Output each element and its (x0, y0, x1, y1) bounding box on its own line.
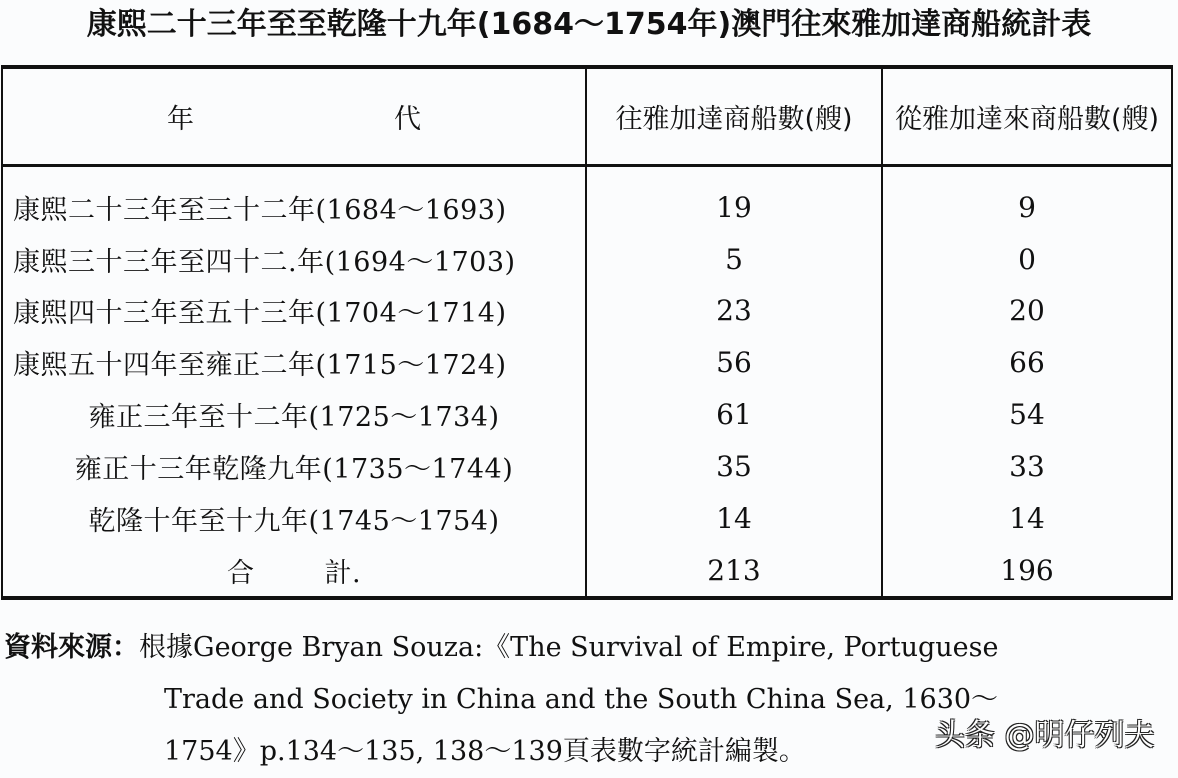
inbound-cell: 33 (1009, 449, 1045, 483)
table-row (3, 492, 1171, 544)
total-row (3, 544, 1171, 596)
inbound-cell: 66 (1009, 346, 1045, 380)
header-period (3, 69, 586, 166)
outbound-cell: 23 (586, 285, 882, 337)
total-label-char-1: 合 (226, 557, 255, 589)
outbound-cell: 35 (586, 440, 882, 492)
inbound-cell: 14 (1009, 501, 1045, 535)
header-period-char-1: 年 (167, 104, 194, 135)
outbound-cell: 14 (586, 492, 882, 544)
outbound-cell: 5 (586, 233, 882, 285)
table-row (3, 166, 1171, 234)
source-line-3: 1754》p.134～135, 138～139頁表數字統計編製。 (164, 736, 806, 767)
table-title: 康熙二十三年至至乾隆十九年(1684～1754年)澳門往來雅加達商船統計表 (86, 7, 1092, 42)
header-row (3, 69, 1171, 166)
ship-statistics-table (1, 65, 1173, 600)
total-label-cell (3, 544, 586, 596)
inbound-cell: 0 (1018, 242, 1036, 276)
inbound-cell: 9 (1018, 190, 1036, 224)
period-cell: 雍正十三年乾隆九年(1735～1744) (3, 440, 586, 492)
outbound-cell: 19 (586, 166, 882, 234)
table-row (3, 285, 1171, 337)
period-cell: 康熙五十四年至雍正二年(1715～1724) (3, 337, 586, 389)
total-outbound-cell: 213 (586, 544, 882, 596)
outbound-cell: 56 (586, 337, 882, 389)
outbound-cell: 61 (586, 389, 882, 441)
inbound-cell: 20 (1009, 294, 1045, 328)
table-row (3, 233, 1171, 285)
source-line-1 (4, 622, 1174, 674)
period-cell: 康熙四十三年至五十三年(1704～1714) (3, 285, 586, 337)
header-outbound: 往雅加達商船數(艘) (586, 69, 882, 166)
header-inbound: 從雅加達來商船數(艘) (882, 69, 1171, 166)
table-row (3, 440, 1171, 492)
source-text-1: 根據George Bryan Souza:《The Survival of Empire, Portuguese (139, 632, 999, 663)
source-label: 資料來源： (4, 632, 139, 663)
source-line-2: Trade and Society in China and the South China Sea, 1630～ (164, 684, 999, 715)
total-label-char-2: 計. (324, 557, 362, 589)
inbound-cell: 54 (1009, 397, 1045, 431)
table-row (3, 337, 1171, 389)
period-cell: 康熙三十三年至四十二.年(1694～1703) (3, 233, 586, 285)
period-cell: 康熙二十三年至三十二年(1684～1693) (3, 166, 586, 234)
table-row (3, 389, 1171, 441)
period-cell: 雍正三年至十二年(1725～1734) (3, 389, 586, 441)
period-cell: 乾隆十年至十九年(1745～1754) (3, 492, 586, 544)
source-note (4, 622, 1174, 778)
watermark: 头条 @明仔列夫 (935, 718, 1155, 753)
header-period-char-2: 代 (394, 104, 421, 135)
total-inbound-cell: 196 (1000, 553, 1054, 587)
